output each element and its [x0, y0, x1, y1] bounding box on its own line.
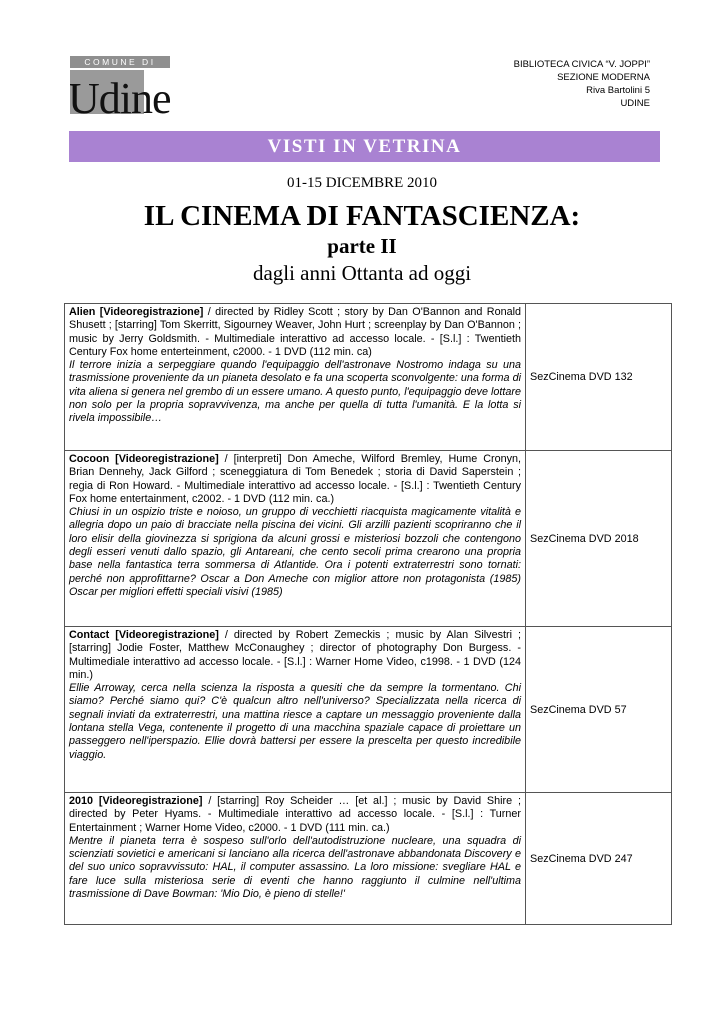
- film-description: [65, 793, 526, 925]
- film-plot: Mentre il pianeta terra è sospeso sull'orlo dell'autodistruzione nucleare, una squadra di scienziati sovietici e americani si lanciano alla ricerca dell'astronave abbandonata Discovery e del suo unico sopravvissuto: HAL, il computer assassino. La loro missione: svegliare HAL e fare luce sulla misteriosa serie di eventi che hanno raggiunto il culmine nell'ultima trasmissione di Dave Bowman: 'Mio Dio, è pieno di stelle!': [69, 834, 521, 901]
- film-title: Alien [Videoregistrazione]: [69, 306, 204, 318]
- exhibition-period: 01-15 DICEMBRE 2010: [287, 175, 437, 191]
- film-shelfmark: SezCinema DVD 247: [526, 793, 672, 925]
- film-record: / [starring] Roy Scheider … [et al.] ; music by David Shire ; directed by Peter Hyams. - Multimediale interattivo ad accesso locale. - [S.l.] : Turner Entertainment ; Warner Home Video, c2000. - 1 DVD (111 min. ca.): [69, 795, 521, 834]
- logo-main-text: Udine: [70, 74, 171, 118]
- film-plot: Ellie Arroway, cerca nella scienza la risposta a quesiti che da sempre la tormentano. Chi siamo? Perché siamo qui? C'è qualcun altro nell'universo? Specializzata nella ricerca di segnali inviati da extraterrestri, una mattina riesce a captare un messaggio proveniente dalla lontana stella Vega, contenente il progetto di una macchina spaziale capace di proiettare un passeggero nell'iperspazio. Ellie dovrà battersi per essere la prescelta per questo incredibile viaggio.: [69, 682, 521, 761]
- film-plot: Chiusi in un ospizio triste e noioso, un gruppo di vecchietti riacquista magicamente vitalità e allegria dopo un paio di bracciate nella piscina dei vicini. Gli arzilli pazienti scopriranno che il loro elisir della giovinezza si sprigiona da alcuni grossi e misteriosi bozzoli che contengono degli esseri venuti dallo spazio, gli Antareani, che cento secoli prima crearono una propria base nella fantastica terra sommersa di Atlantide. Ora i potenti extraterrestri sono tornati: perché non approfittarne? Oscar a Don Ameche con miglior attore non protagonista (1985) Oscar per migliori effetti speciali visivi (1985): [69, 506, 521, 598]
- film-description: [65, 627, 526, 793]
- film-title: Cocoon [Videoregistrazione]: [69, 453, 219, 465]
- film-record: / directed by Robert Zemeckis ; music by Alan Silvestri ; [starring] Jodie Foster, Matthew McConaughey ; director of photography Don Burgess. - Multimediale interattivo ad accesso locale. - [S.l.] : Warner Home Video, c1998. - 1 DVD (124 min.): [69, 629, 522, 681]
- library-address: [514, 58, 650, 110]
- page-subtitle: parte II: [327, 234, 397, 258]
- film-shelfmark: SezCinema DVD 132: [526, 304, 672, 451]
- table-row: [65, 793, 672, 925]
- section-banner: VISTI IN VETRINA: [69, 131, 660, 162]
- table-row: [65, 451, 672, 627]
- film-shelfmark: SezCinema DVD 57: [526, 627, 672, 793]
- address-line: UDINE: [620, 98, 650, 109]
- film-record: / [interpreti] Don Ameche, Wilford Bremley, Hume Cronyn, Brian Dennehy, Jack Gilford ; sceneggiatura di Tom Benedek ; storia di David Saperstein ; regia di Ron Howard. - Multimediale interattivo ad accesso locale. - [S.l.] : Twentieth Century Fox home entertainment, c2002. - 1 DVD (112 min. ca.): [69, 453, 521, 505]
- film-title: 2010 [Videoregistrazione]: [69, 795, 203, 807]
- film-record: / directed by Ridley Scott ; story by Dan O'Bannon and Ronald Shusett ; [starring] Tom Skerritt, Sigourney Weaver, John Hurt ; screenplay by Dan O'Bannon ; music by Jerry Goldsmith. - Multimediale interattivo ad accesso locale. - [S.l.] : Twentieth Century Fox home enterteinment, c2000. - 1 DVD (112 min. ca): [69, 306, 522, 358]
- page-title: IL CINEMA DI FANTASCIENZA:: [143, 200, 581, 232]
- table-row: [65, 627, 672, 793]
- film-catalog-table: [64, 303, 672, 925]
- table-row: [65, 304, 672, 451]
- address-line: Riva Bartolini 5: [586, 85, 650, 96]
- film-title: Contact [Videoregistrazione]: [69, 629, 219, 641]
- film-description: [65, 451, 526, 627]
- address-line: SEZIONE MODERNA: [557, 72, 650, 83]
- film-description: [65, 304, 526, 451]
- comune-di-udine-logo: [70, 54, 200, 118]
- address-line: BIBLIOTECA CIVICA “V. JOPPI”: [513, 59, 650, 70]
- logo-top-text: COMUNE DI: [84, 57, 156, 67]
- page-tagline: dagli anni Ottanta ad oggi: [252, 261, 472, 285]
- film-shelfmark: SezCinema DVD 2018: [526, 451, 672, 627]
- film-plot: Il terrore inizia a serpeggiare quando l'equipaggio dell'astronave Nostromo indaga su una trasmissione proveniente da un pianeta desolato e fa una scoperta sconvolgente: una forma di vita aliena si genera nel grembo di un essere umano. A questo punto, l'equipaggio deve lottare non solo per la propria sopravvivenza, ma anche per quella di tutta l'umanità. E la lotta si rivela impossibile…: [69, 359, 521, 425]
